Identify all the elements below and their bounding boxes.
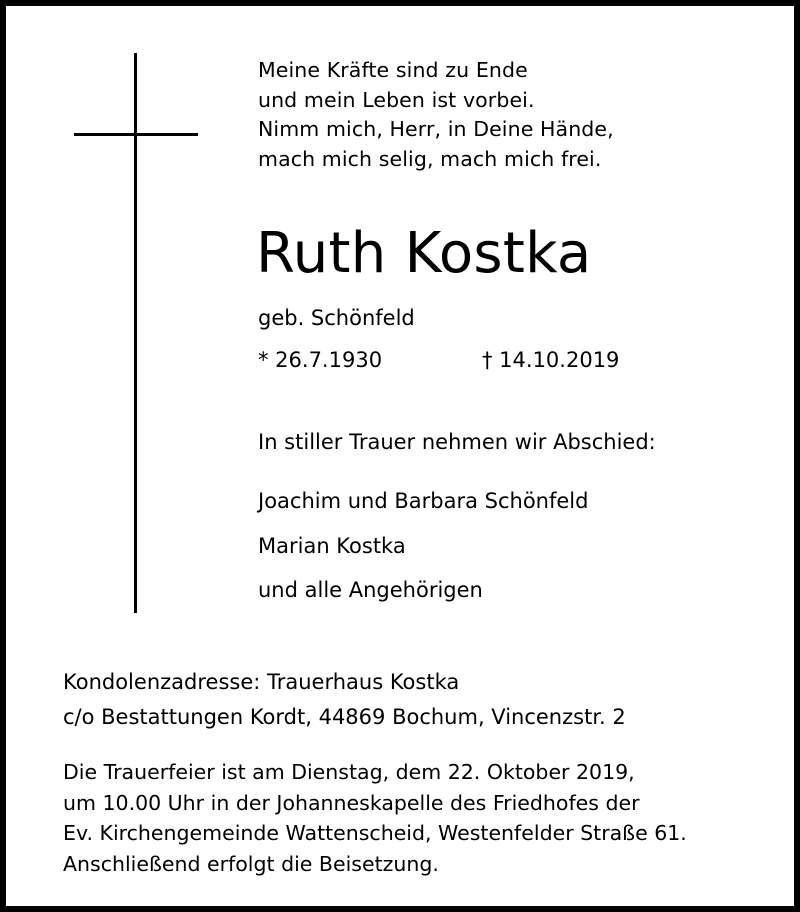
condolence-line: Kondolenzadresse: Trauerhaus Kostka	[63, 670, 460, 694]
poem-line: Nimm mich, Herr, in Deine Hände,	[258, 117, 614, 141]
mourner: Joachim und Barbara Schönfeld	[258, 489, 589, 513]
condolence-address	[63, 665, 626, 735]
mourner: und alle Angehörigen	[258, 578, 483, 602]
ceremony-line: Die Trauerfeier ist am Dienstag, dem 22. Oktober 2019,	[63, 760, 635, 784]
birth-date: * 26.7.1930	[258, 348, 383, 372]
ceremony-line: Ev. Kirchengemeinde Wattenscheid, Westenfelder Straße 61.	[63, 821, 687, 845]
mourning-intro: In stiller Trauer nehmen wir Abschied:	[258, 430, 656, 454]
poem-line: mach mich selig, mach mich frei.	[258, 146, 602, 171]
ceremony-line: um 10.00 Uhr in der Johanneskapelle des Friedhofes der	[63, 790, 640, 815]
death-date: † 14.10.2019	[482, 348, 620, 372]
mourner: Marian Kostka	[258, 533, 406, 558]
condolence-line: c/o Bestattungen Kordt, 44869 Bochum, Vincenzstr. 2	[63, 705, 626, 729]
cross-icon-horizontal-bar	[74, 133, 198, 136]
deceased-name: Ruth Kostka	[256, 221, 592, 286]
mourners-list	[258, 479, 588, 613]
ceremony-info	[63, 757, 687, 879]
maiden-name: geb. Schönfeld	[258, 306, 415, 330]
obituary-notice	[6, 6, 794, 906]
ceremony-line: Anschließend erfolgt die Beisetzung.	[63, 851, 439, 876]
cross-icon-vertical-bar	[134, 53, 137, 613]
poem-line: Meine Kräfte sind zu Ende	[258, 58, 528, 82]
poem-line: und mein Leben ist vorbei.	[258, 87, 535, 112]
poem	[258, 56, 614, 174]
